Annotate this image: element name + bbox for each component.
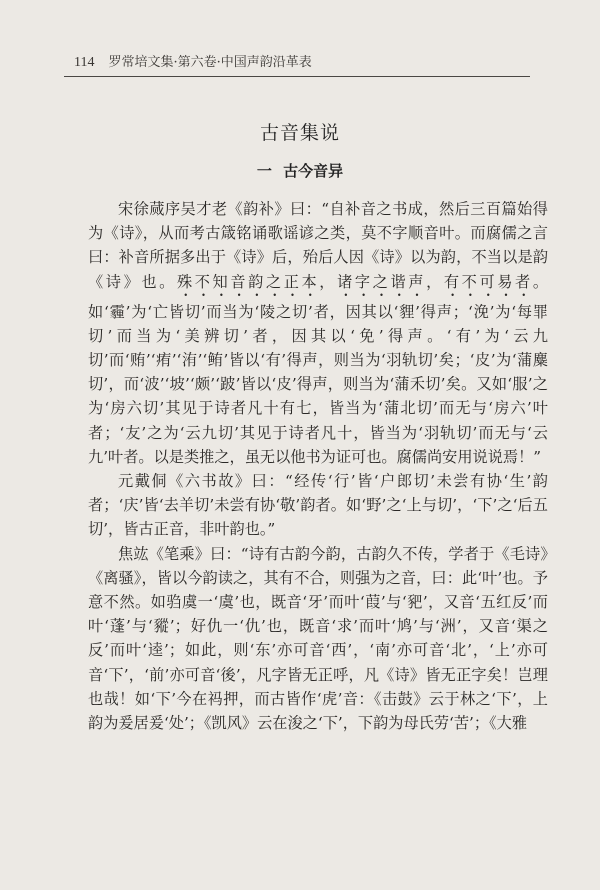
running-header <box>74 51 312 71</box>
running-title: 罗常培文集·第六卷·中国声韵沿革表 <box>108 55 312 70</box>
section-number: 一 <box>256 162 272 180</box>
body-text <box>88 197 548 735</box>
paragraph-1-part-2: 如‘霾’为‘亡皆切’而当为‘陵之切’者，因其以‘貍’得声；‘浼’为‘每罪切’而当为‘美辨切’者，因其以‘免’得声。‘有’为‘云九切’而‘贿’‘痏’‘洧’‘鲔’皆以‘有’得声，则当为‘羽轨切’矣；‘皮’为‘蒲麋切’，而‘波’‘坡’‘颇’‘跛’皆以‘皮’得声，则当为‘蒲禾切’矣。又如‘服’之为‘房六切’其见于诗者凡十有七，皆当为‘蒲北切’而无与‘房六’叶者；‘友’之为‘云九切’其见于诗者凡十，皆当为‘羽轨切’而无与‘云九’叶者。以是类推之，虽无以他书为证可也。腐儒尚安用说说焉！” <box>88 302 548 466</box>
section-title-text: 古今音异 <box>283 162 344 180</box>
paragraph-dai-tong: 元戴侗《六书故》曰：“经传‘行’皆‘户郎切’未尝有协‘生’韵者；‘庆’皆‘去羊切’未尝有协‘敬’韵者。如‘野’之‘上与切’，‘下’之‘后五切’，皆古正音，非叶韵也。” <box>88 472 548 539</box>
header-rule <box>64 76 530 77</box>
paragraph-jiao-hong: 焦竑《笔乘》曰：“诗有古韵今韵，古韵久不传，学者于《毛诗》《离骚》，皆以今韵读之，其有不合，则强为之音，曰：此‘叶’也。予意不然。如驺虞一‘虞’也，既音‘牙’而叶‘葭’与‘豝’，又音‘五红反’而叶‘蓬’与‘豵’；好仇一‘仇’也，既音‘求’而叶‘鸠’与‘洲’，又音‘渠之反’而叶‘逵’；如此，则‘东’亦可音‘西’，‘南’亦可音‘北’，‘上’亦可音‘下’，‘前’亦可音‘後’，凡字皆无正呼，凡《诗》皆无正字矣！岂理也哉！如‘下’今在祃押，而古皆作‘虎’音：《击鼓》云于林之‘下’，上韵为爰居爰‘处’；《凯风》云在浚之‘下’，下韵为母氏劳‘苦’；《大雅 <box>88 544 548 733</box>
page-number: 114 <box>74 55 95 70</box>
chapter-title: 古音集说 <box>259 122 340 144</box>
emphasized-sentence: 殊不知音韵之正本，诸字之谐声，有不可易者。 <box>176 272 549 291</box>
paragraph-1-part-1: 宋徐蒇序吴才老《韵补》曰：“自补音之书成，然后三百篇始得为《诗》，从而考古箴铭诵歌谣谚之类，莫不字顺音叶。而腐儒之言曰：补音所据多出于《诗》后，殆后人因《诗》以为韵，不当以是韵《诗》也。 <box>88 200 548 291</box>
section-heading <box>0 160 600 181</box>
paragraph-xu-cheng <box>88 197 548 469</box>
